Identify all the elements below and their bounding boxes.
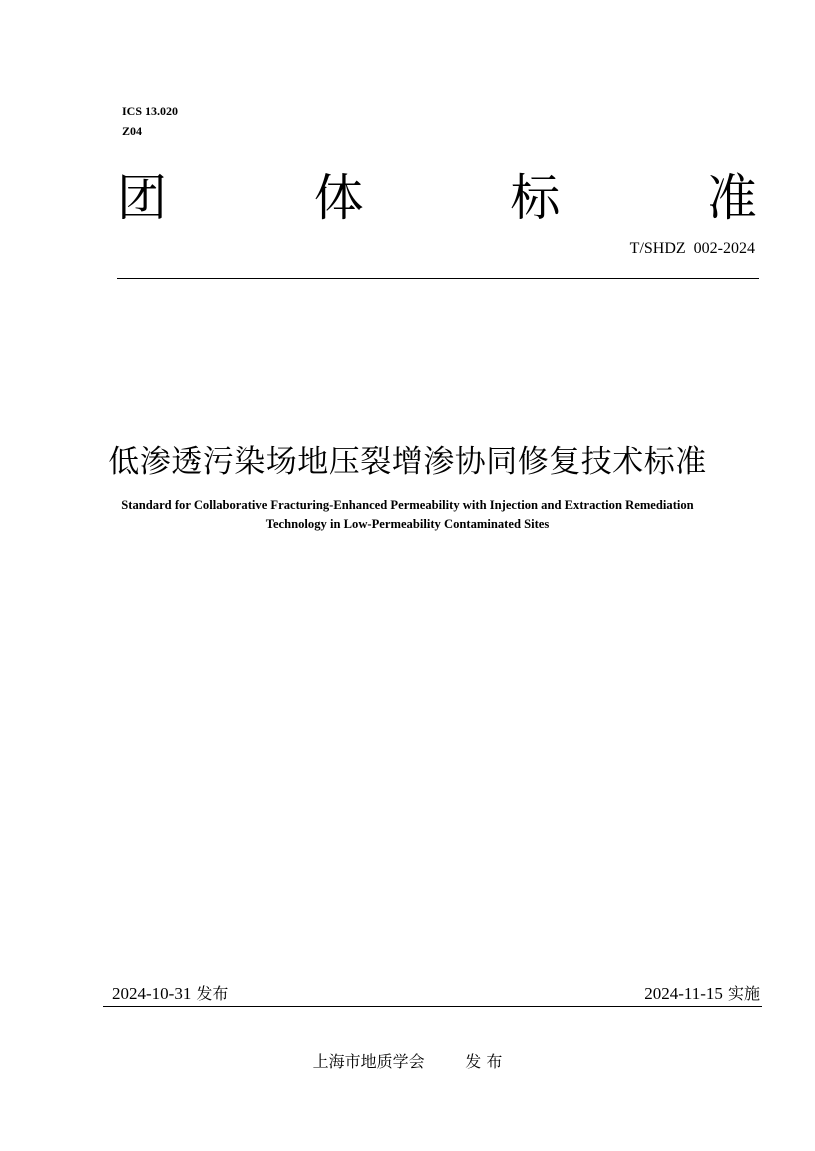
english-title-line-2: Technology in Low-Permeability Contaminated Sites [265, 517, 550, 531]
publisher-line [0, 1049, 815, 1072]
heading-char-1: 团 [117, 169, 167, 227]
heading-char-4: 准 [706, 169, 757, 227]
standard-type-heading [117, 165, 757, 231]
top-divider [117, 278, 759, 279]
publish-date-label: 发布 [191, 984, 229, 1003]
classification-codes [122, 101, 178, 141]
implement-date-label: 实施 [722, 984, 760, 1003]
publish-date-value: 2024-10-31 [112, 984, 192, 1003]
ccs-code: Z04 [122, 124, 143, 138]
publisher-name: 上海市地质学会 [312, 1052, 425, 1071]
english-title-line-1: Standard for Collaborative Fracturing-Enhanced Permeability with Injection and Extraction Remediation [121, 498, 694, 512]
implement-date [644, 981, 760, 1004]
english-title [60, 496, 755, 534]
ics-code: ICS 13.020 [122, 104, 179, 118]
bottom-divider [103, 1006, 762, 1007]
standard-number: T/SHDZ 002-2024 [629, 240, 755, 257]
implement-date-value: 2024-11-15 [644, 984, 723, 1003]
heading-char-2: 体 [313, 169, 364, 227]
chinese-title: 低渗透污染场地压裂增渗协同修复技术标准 [108, 444, 707, 480]
publish-date [112, 981, 228, 1004]
publisher-action: 发 布 [465, 1052, 503, 1071]
heading-char-3: 标 [510, 169, 561, 227]
